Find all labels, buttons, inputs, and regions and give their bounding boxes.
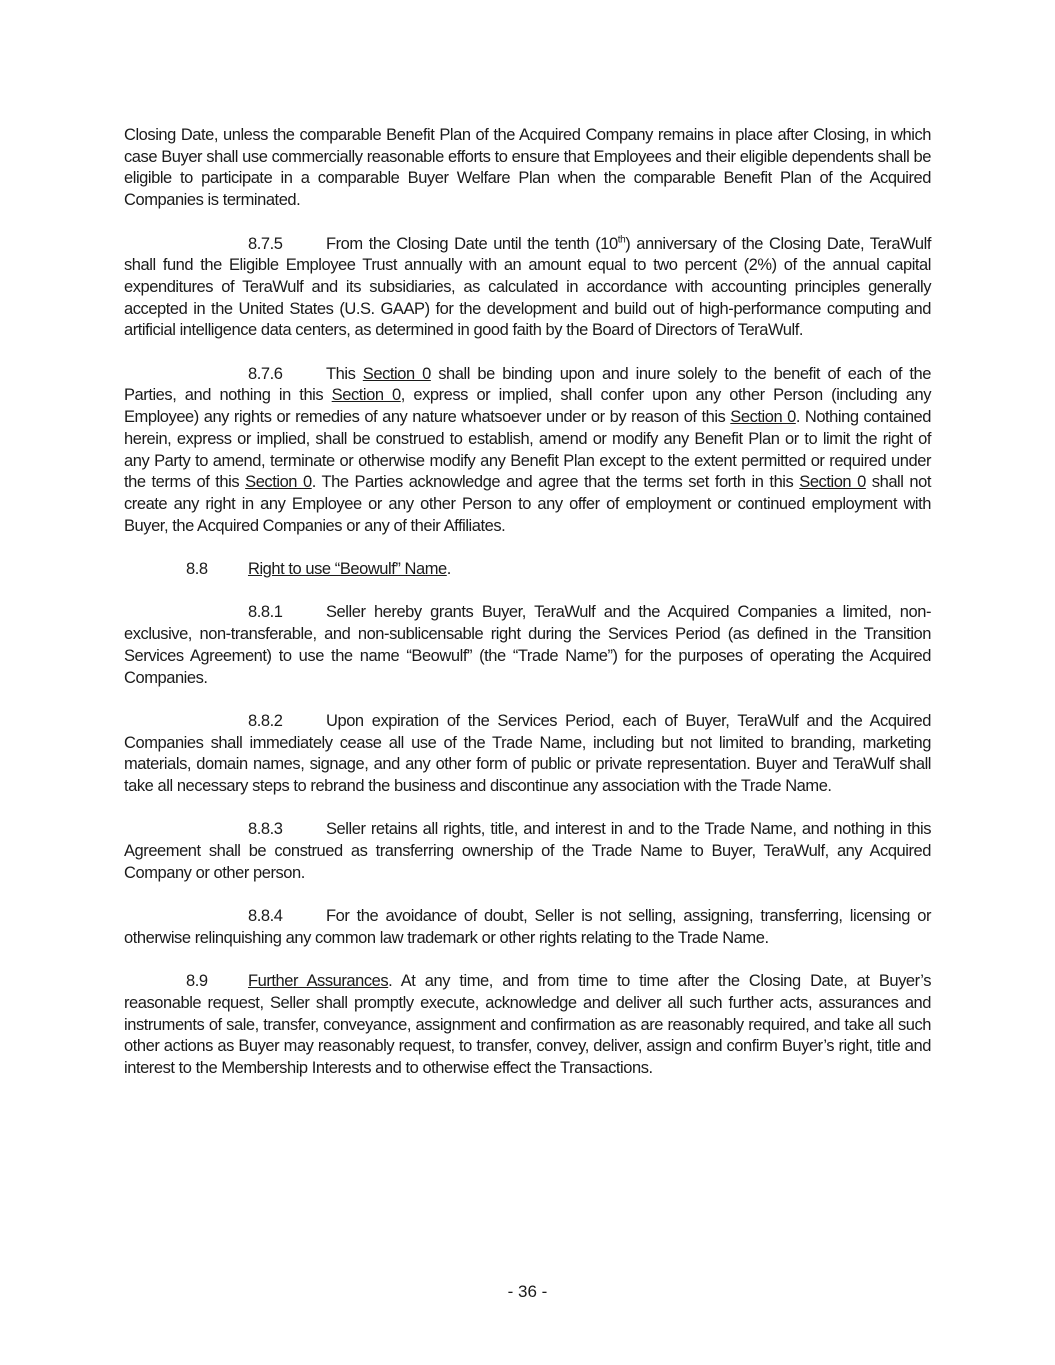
section-8-8-3: 8.8.3 Seller retains all rights, title, and interest in and to the Trade Name, and nothing in this Agreement shall be construed as transferring ownership of the Trade Name to Buyer, TeraWulf, any Acquired Company or other person. bbox=[124, 820, 931, 882]
section-number: 8.7.6 bbox=[248, 364, 283, 383]
section-cross-reference[interactable]: Section 0 bbox=[799, 473, 866, 492]
section-title: Right to use “Beowulf” Name bbox=[248, 560, 447, 579]
section-cross-reference[interactable]: Section 0 bbox=[362, 364, 431, 383]
section-8-7-6: 8.7.6 This Section 0 shall be binding upon and inure solely to the benefit of each of the Parties, and nothing in this Section 0, express or implied, shall confer upon any other Person (including any Employee) any rights or remedies of any nature whatsoever under or by reason of this Section 0. Nothing contained herein, express or implied, shall be construed to establish, amend or modify any Benefit Plan or to limit the right of any Party to amend, terminate or otherwise modify any Benefit Plan except to the extent permitted or required under the terms of this Section 0. The Parties acknowledge and agree that the terms set forth in this Section 0 shall not create any right in any Employee or any other Person to any offer of employment or continued employment with Buyer, the Acquired Companies or any of their Affiliates. bbox=[124, 364, 932, 535]
document-page bbox=[124, 125, 931, 1102]
section-cross-reference[interactable]: Section 0 bbox=[245, 473, 312, 492]
section-8-8-2: 8.8.2 Upon expiration of the Services Period, each of Buyer, TeraWulf and the Acquired Companies shall immediately cease all use of the Trade Name, including but not limited to branding, marketing materials, domain names, signage, and any other form of public or private representation. Buyer and TeraWulf shall take all necessary steps to rebrand the business and discontinue any association with the Trade Name. bbox=[124, 711, 931, 796]
section-title: Further Assurances bbox=[248, 972, 389, 991]
section-number: 8.8.3 bbox=[248, 820, 283, 839]
section-number: 8.8 bbox=[186, 560, 208, 579]
page-number: - 36 - bbox=[507, 1282, 548, 1301]
section-8-9: 8.9 Further Assurances. At any time, and from time to time after the Closing Date, at Buyer’s reasonable request, Seller shall promptly execute, acknowledge and deliver all such further acts, assurances and instruments of sale, transfer, conveyance, assignment and confirmation as are reasonably required, and take all such other actions as Buyer may reasonably request, to transfer, convey, deliver, assign and confirm Buyer’s right, title and interest to the Membership Interests and to otherwise effect the Transactions. bbox=[124, 972, 931, 1078]
section-number: 8.8.2 bbox=[248, 711, 283, 730]
section-8-8-heading: 8.8 Right to use “Beowulf” Name. bbox=[124, 559, 931, 581]
section-8-7-5: 8.7.5 From the Closing Date until the tenth (10th) anniversary of the Closing Date, TeraWulf shall fund the Eligible Employee Trust annually with an amount equal to two percent (2%) of the annual capital expenditures of TeraWulf and its subsidiaries, as calculated in accordance with accounting principles generally accepted in the United States (U.S. GAAP) for the development and build out of high-performance computing and artificial intelligence data centers, as determined in good faith by the Board of Directors of TeraWulf. bbox=[124, 234, 931, 340]
section-cross-reference[interactable]: Section 0 bbox=[730, 408, 796, 427]
section-number: 8.7.5 bbox=[248, 234, 283, 253]
paragraph-continuation: Closing Date, unless the comparable Benefit Plan of the Acquired Company remains in place after Closing, in which case Buyer shall use commercially reasonable efforts to ensure that Employees and their eligible dependents shall be eligible to participate in a comparable Buyer Welfare Plan when the comparable Benefit Plan of the Acquired Companies is terminated. bbox=[124, 126, 931, 210]
section-number: 8.8.1 bbox=[248, 603, 283, 622]
section-8-8-4: 8.8.4 For the avoidance of doubt, Seller is not selling, assigning, transferring, licensing or otherwise relinquishing any common law trademark or other rights relating to the Trade Name. bbox=[124, 907, 931, 947]
section-cross-reference[interactable]: Section 0 bbox=[331, 386, 401, 405]
section-number: 8.8.4 bbox=[248, 907, 283, 926]
section-8-8-1: 8.8.1 Seller hereby grants Buyer, TeraWulf and the Acquired Companies a limited, non-exclusive, non-transferable, and non-sublicensable right during the Services Period (as defined in the Transition Services Agreement) to use the name “Beowulf” (the “Trade Name”) for the purposes of operating the Acquired Companies. bbox=[124, 603, 931, 687]
section-number: 8.9 bbox=[186, 972, 208, 991]
